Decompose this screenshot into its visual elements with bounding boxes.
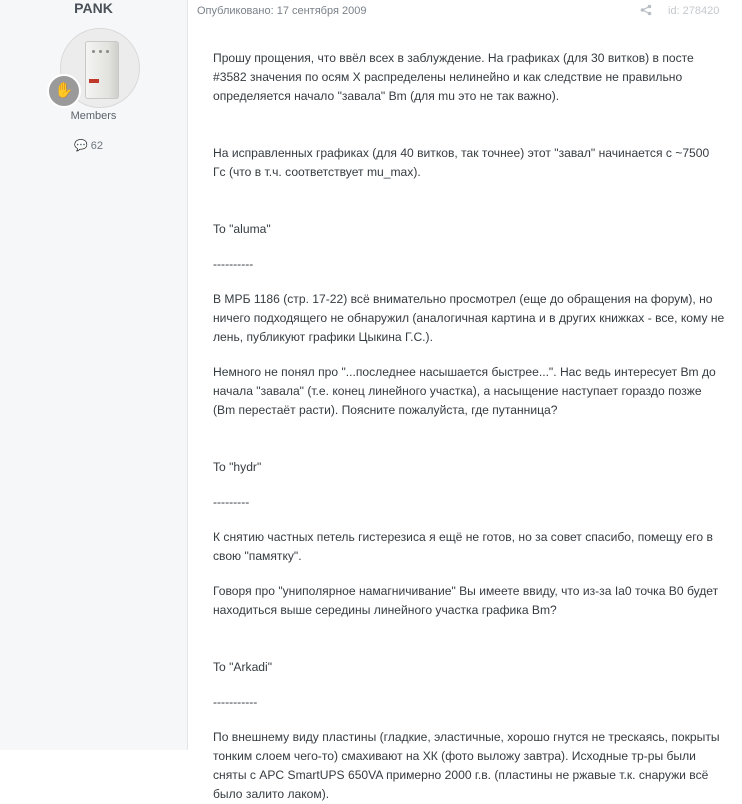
post-id: id: 278420 [668,5,720,17]
member-group: Members [70,110,117,122]
author-panel [0,0,188,750]
reply-heading-hydr: To "hydr" [213,460,262,474]
paragraph-saturation-question: Немного не понял про "...последнее насышается быстрее...". Нас ведь интересует Bm до начала "завала" (т.е. конец линейного участка), а насыщение наступает гораздо позже (Bm перестаёт расти). Поясните пожалуйста, где путанница? [213,365,716,417]
hand-rank-icon: ✋ [47,74,81,108]
comment-icon: 💬 [74,140,88,152]
reply-heading-arkadi: To "Arkadi" [213,660,272,674]
paragraph-corrected-graphs: На исправленных графиках (для 40 витков, так точнее) этот "завал" начинается с ~7500 Гс (что в т.ч. соответствует mu_max). [213,146,710,179]
separator: ---------- [213,257,254,271]
ups-device-icon [85,41,119,99]
separator: --------- [213,495,250,509]
paragraph-plates-description: По внешнему виду пластины (гладкие, эластичные, хорошо гнутся не трескаясь, покрыты тонким слоем чего-то) смахивают на ХК (фото выложу завтра). Исходные тр-ры были сняты с APC SmartUPS 650VA примерно 2000 г.в. (пластины не ржавые т.к. снаружи всё было залито лаком). [213,730,720,801]
paragraph-hysteresis-loops: К снятию частных петель гистерезиса я ещё не готов, но за совет спасибо, помещу его в свою "памятку". [213,530,713,563]
post-content [213,49,725,804]
author-name[interactable]: PANK [74,0,113,16]
reply-heading-aluma: To "aluma" [213,222,271,236]
paragraph-mrb-1186: В МРБ 1186 (стр. 17-22) всё внимательно просмотрел (еще до обращения на форум), но ничего подходящего не обнаружил (аналогичная картина и в других книжках - все, кому не лень, публикуют графики Цыкина Г.С.). [213,292,725,344]
separator: ----------- [213,695,258,709]
paragraph-apology: Прошу прощения, что ввёл всех в заблуждение. На графиках (для 30 витков) в посте #3582 значения по осям X распределены нелинейно и как следствие не правильно определяется начало "завала" Bm (для mu это не так важно). [213,51,694,103]
ups-logo-stripe [89,79,99,83]
post-count-value: 62 [90,140,103,152]
share-icon[interactable] [640,4,652,16]
post-date[interactable]: Опубликовано: 17 сентября 2009 [197,5,367,17]
post-count [74,139,103,152]
paragraph-unipolar-magnetization: Говоря про "униполярное намагничивание" Вы имеете ввиду, что из-за Ia0 точка B0 будет находиться выше середины линейного участка графика Bm? [213,584,719,617]
